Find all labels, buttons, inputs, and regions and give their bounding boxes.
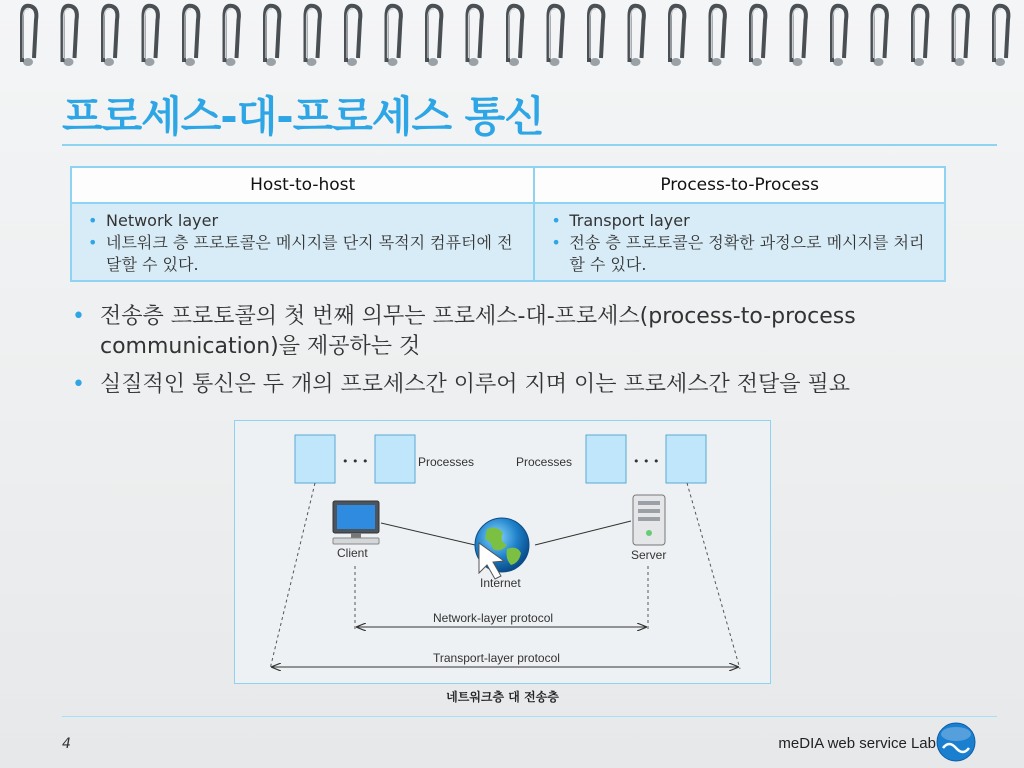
binding-ring bbox=[225, 6, 239, 66]
binding-ring bbox=[427, 6, 441, 66]
server-label: Server bbox=[631, 548, 667, 562]
header-host-to-host: Host-to-host bbox=[71, 167, 534, 203]
table-header-row bbox=[71, 167, 945, 203]
process-to-process-cell bbox=[534, 203, 945, 281]
table-row bbox=[71, 203, 945, 281]
binding-ring bbox=[346, 6, 360, 66]
diagram-canvas bbox=[235, 421, 770, 683]
binding-ring bbox=[630, 6, 644, 66]
footer-brand: meDIA web service Lab bbox=[778, 735, 936, 752]
processes-label-left: Processes bbox=[418, 455, 475, 469]
page-number: 4 bbox=[62, 736, 71, 752]
internet-label: Internet bbox=[480, 576, 521, 590]
binding-ring bbox=[306, 6, 320, 66]
list-item: • Transport layer bbox=[569, 210, 934, 232]
spiral-binding bbox=[0, 0, 1024, 80]
host-to-host-cell bbox=[71, 203, 534, 281]
figure-caption: 네트워크층 대 전송층 bbox=[446, 690, 559, 704]
transport-protocol-label: Transport-layer protocol bbox=[433, 651, 560, 665]
main-bullets bbox=[72, 302, 972, 408]
binding-ring bbox=[751, 6, 765, 66]
binding-ring bbox=[711, 6, 725, 66]
media-lab-logo bbox=[936, 722, 976, 762]
server-process-box-1 bbox=[586, 435, 626, 483]
binding-ring bbox=[184, 6, 198, 66]
client-process-box-1 bbox=[295, 435, 335, 483]
server-icon bbox=[633, 495, 665, 545]
ellipsis-left: • • • bbox=[342, 455, 369, 468]
binding-ring bbox=[913, 6, 927, 66]
binding-ring bbox=[792, 6, 806, 66]
ellipsis-right: • • • bbox=[633, 455, 660, 468]
binding-ring bbox=[468, 6, 482, 66]
network-vs-transport-figure bbox=[234, 420, 771, 684]
slide-title: 프로세스-대-프로세스 통신 bbox=[62, 92, 544, 141]
client-computer-icon bbox=[333, 501, 379, 544]
binding-ring bbox=[22, 6, 36, 66]
list-item: • 전송 층 프로토콜은 정확한 과정으로 메시지를 처리할 수 있다. bbox=[569, 232, 934, 276]
binding-ring bbox=[549, 6, 563, 66]
binding-ring bbox=[387, 6, 401, 66]
internet-globe-icon bbox=[475, 518, 529, 579]
client-process-box-2 bbox=[375, 435, 415, 483]
title-divider bbox=[62, 144, 997, 146]
processes-label-right: Processes bbox=[516, 455, 573, 469]
server-process-box-2 bbox=[666, 435, 706, 483]
binding-ring bbox=[265, 6, 279, 66]
binding-ring bbox=[508, 6, 522, 66]
binding-ring bbox=[873, 6, 887, 66]
bullet-item: • 실질적인 통신은 두 개의 프로세스간 이루어 지며 이는 프로세스간 전달을 필요 bbox=[72, 370, 972, 400]
header-process-to-process: Process-to-Process bbox=[534, 167, 945, 203]
binding-ring bbox=[994, 6, 1008, 66]
bullet-item: • 전송층 프로토콜의 첫 번째 의무는 프로세스-대-프로세스(process-to-process communication)을 제공하는 것 bbox=[72, 302, 972, 362]
network-protocol-label: Network-layer protocol bbox=[433, 611, 554, 625]
list-item: • 네트워크 층 프로토콜은 메시지를 단지 목적지 컴퓨터에 전달할 수 있다. bbox=[106, 232, 523, 276]
binding-ring bbox=[63, 6, 77, 66]
binding-ring bbox=[954, 6, 968, 66]
comparison-table bbox=[70, 166, 946, 282]
binding-ring bbox=[144, 6, 158, 66]
binding-ring bbox=[589, 6, 603, 66]
list-item: • Network layer bbox=[106, 210, 523, 232]
binding-ring bbox=[832, 6, 846, 66]
binding-ring bbox=[670, 6, 684, 66]
client-label: Client bbox=[337, 546, 368, 560]
binding-ring bbox=[103, 6, 117, 66]
footer-divider bbox=[62, 716, 997, 717]
